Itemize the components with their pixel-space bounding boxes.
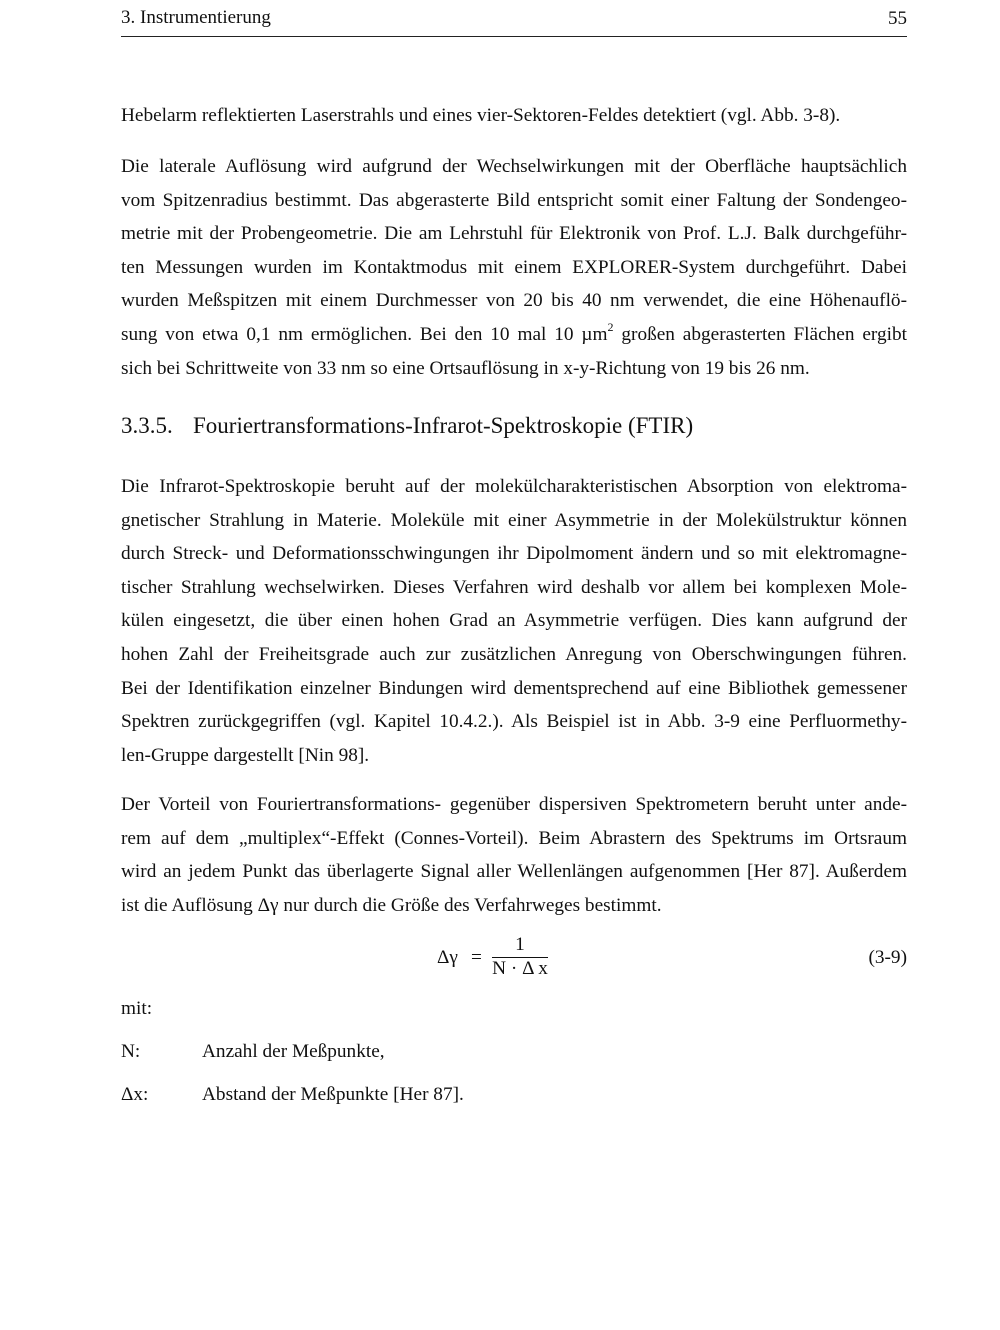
text-line: Die laterale Auflösung wird aufgrund der Wechselwirkungen mit der Oberfläche hauptsächlich — [121, 156, 907, 177]
superscript: 2 — [607, 319, 614, 334]
text-line: Hebelarm reflektierten Laserstrahls und eines vier-Sektoren-Feldes detektiert (vgl. Abb. 3-8). — [121, 105, 841, 126]
section-title: Fouriertransformations-Infrarot-Spektroskopie (FTIR) — [193, 413, 694, 438]
text-line — [121, 318, 907, 352]
text-line: külen eingesetzt, die über einen hohen Grad an Asymmetrie verfügen. Dies kann aufgrund der — [121, 610, 907, 632]
equation-3-9 — [121, 934, 907, 988]
fraction-numerator: 1 — [492, 934, 548, 958]
text-line: ten Messungen wurden im Kontaktmodus mit einem EXPLORER-System durchgeführt. Dabei — [121, 256, 907, 278]
text-line: Spektren zurückgegriffen (vgl. Kapitel 10.4.2.). Als Beispiel ist in Abb. 3-9 eine Perfluormethy- — [121, 711, 907, 733]
text-line: tischer Strahlung wechselwirken. Dieses Verfahren wird deshalb vor allem bei komplexen Mole- — [121, 576, 907, 598]
equation-number: (3-9) — [868, 947, 907, 968]
definition-row — [121, 1084, 464, 1106]
text-line: wird an jedem Punkt das überlagerte Signal aller Wellenlängen aufgenommen [Her 87]. Außerdem — [121, 861, 907, 883]
definitions-intro: mit: — [121, 998, 153, 1019]
section-number: 3.3.5. — [121, 413, 173, 438]
page-number: 55 — [888, 8, 907, 29]
text-line: Die Infrarot-Spektroskopie beruht auf der molekülcharakteristischen Absorption von elektroma- — [121, 476, 907, 497]
definition-symbol: Δx: — [121, 1084, 149, 1105]
equation-fraction — [492, 934, 548, 980]
text-line: sich bei Schrittweite von 33 nm so eine Ortsauflösung in x-y-Richtung von 19 bis 26 nm. — [121, 357, 810, 379]
equation-lhs: Δγ — [437, 947, 458, 968]
section-heading — [121, 413, 693, 439]
definition-symbol: N: — [121, 1041, 141, 1062]
text-line: gnetischer Strahlung in Materie. Moleküle mit einer Asymmetrie in der Molekülstruktur können — [121, 509, 907, 531]
text-line: Bei der Identifikation einzelner Bindungen wird dementsprechend auf eine Bibliothek gemessener — [121, 677, 907, 699]
text-line: durch Streck- und Deformationsschwingungen ihr Dipolmoment ändern und so mit elektromagne- — [121, 543, 907, 565]
text-segment: großen abgerasterten Flächen ergibt — [613, 323, 907, 345]
paragraph-lateral-resolution — [121, 150, 907, 385]
paragraph-laser-detection — [121, 99, 907, 133]
definition-row — [121, 1041, 385, 1063]
text-line: metrie mit der Probengeometrie. Die am Lehrstuhl für Elektronik von Prof. L.J. Balk durchgeführ- — [121, 223, 907, 245]
text-line: hohen Zahl der Freiheitsgrade auch zur zusätzlichen Anregung von Oberschwingungen führen. — [121, 643, 907, 665]
text-line: ist die Auflösung Δγ nur durch die Größe des Verfahrweges bestimmt. — [121, 894, 662, 916]
paragraph-ft-advantage — [121, 788, 907, 922]
equation-equals: = — [471, 947, 482, 968]
text-segment: sung von etwa 0,1 nm ermöglichen. Bei den 10 mal 10 µm — [121, 323, 608, 345]
paragraph-ir-spectroscopy — [121, 470, 907, 772]
text-line: wurden Meßspitzen mit einem Durchmesser von 20 bis 40 nm verwendet, die eine Höhenauflö- — [121, 290, 907, 312]
definition-text: Anzahl der Meßpunkte, — [202, 1041, 385, 1062]
text-line: len-Gruppe dargestellt [Nin 98]. — [121, 744, 370, 766]
definition-text: Abstand der Meßpunkte [Her 87]. — [202, 1084, 464, 1105]
text-line: vom Spitzenradius bestimmt. Das abgerasterte Bild entspricht somit einer Faltung der Sondengeo- — [121, 189, 907, 211]
text-line: Der Vorteil von Fouriertransformations- gegenüber dispersiven Spektrometern beruht unter ande- — [121, 794, 907, 815]
fraction-denominator: N · Δ x — [492, 958, 548, 979]
chapter-title: 3. Instrumentierung — [121, 7, 271, 28]
running-header — [121, 4, 907, 37]
text-line: rem auf dem „multiplex“-Effekt (Connes-Vorteil). Beim Abrastern des Spektrums im Ortsraum — [121, 827, 907, 849]
